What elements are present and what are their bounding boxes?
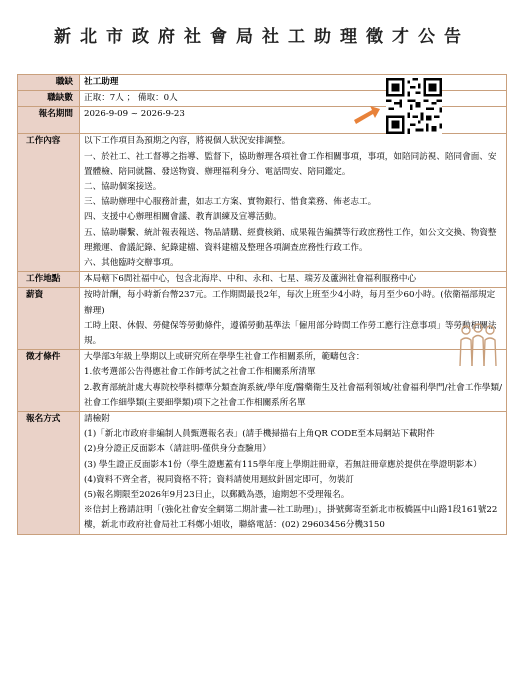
application-line: 請檢附 [84, 414, 110, 425]
label-period: 報名期間 [18, 107, 80, 134]
duty-item: 以下工作項目為預期之內容，將視個人狀況安排調整。 [84, 136, 291, 147]
application-line: (5)報名期限至2026年9月23日止，以郵戳為憑，逾期恕不受理報名。 [84, 490, 350, 501]
job-posting-table [17, 74, 507, 535]
label-location: 工作地點 [18, 272, 80, 288]
label-openings: 職缺數 [18, 91, 80, 107]
duty-item: 三、協助辦理中心服務計畫，如志工方案、實物銀行、惜食業務、佈老志工。 [84, 197, 377, 208]
label-salary: 薪資 [18, 288, 80, 350]
qr-code-icon[interactable] [386, 78, 442, 134]
application-line: (2)身分證正反面影本（請註明-僅供身分查驗用） [84, 444, 271, 455]
duties-list [80, 134, 507, 272]
value-period: 2026-9-09 ~ 2026-9-23 [84, 109, 185, 120]
qualification-line: 大學部3年級上學期以上或研究所在學學生社會工作相關系所，範疇包含： [84, 352, 365, 363]
arrow-icon [352, 104, 382, 126]
value-openings: 正取：7人 ； 備取：0人 [84, 93, 178, 104]
application-line: (4)資料不齊全者，視同資格不符；資料請使用迴紋針固定即可，勿裝訂 [84, 474, 354, 485]
duty-item: 二、協助個案接送。 [84, 182, 162, 193]
duty-item: 四、支援中心辦理相關會議、教育訓練及宣導活動。 [84, 212, 282, 223]
duty-item: 六、其他臨時交辦事項。 [84, 258, 179, 269]
qualification-line: 2.教育部統計處大專院校學科標準分類查詢系統/學年度/醫藥衛生及社會福利領域/社會福利學門/社會工作學類/社會工作細學類(主要細學類)項下之社會工作相關系所名單 [84, 382, 502, 408]
people-illustration-icon [456, 322, 500, 370]
duty-item: 五、協助聯繫、統計報表報送、物品請購、經費核銷、成果報告編撰等行政庶務性工作，如公文交換、物資整理搬運、會議記錄、紀錄建檔、資料建檔及整理各項調查庶務性行政工作。 [84, 227, 497, 253]
label-qualifications: 徵才條件 [18, 350, 80, 412]
salary-line: 工時上限、休假、勞健保等勞動條件，遵循勞動基準法「僱用部分時間工作勞工應行注意事項」等勞動相關法規。 [84, 320, 497, 347]
duty-item: 一、於社工、社工督導之指導、監督下，協助辦理各項社會工作相關事項，事項，如陪同訪視、陪同會面、安置體檢、陪同就醫、發送物資、辦理福利身分、電話問安、陪同鑑定。 [84, 151, 497, 177]
label-position: 職缺 [18, 75, 80, 91]
application-line: (1)「新北市政府非編制人員甄選報名表」(請手機掃描右上角QR CODE至本局網站下載附件 [84, 429, 435, 440]
value-location: 本局轄下6間社福中心，包含北海岸、中和、永和、七星、瑞芳及蘆洲社會福利服務中心 [84, 274, 417, 285]
salary-line: 按時計酬，每小時新台幣237元。工作期間最長2年，每次上班至少4小時，每月至少60小時。(依衛福部規定辦理) [84, 290, 496, 316]
label-application: 報名方式 [18, 412, 80, 535]
label-duties: 工作內容 [18, 134, 80, 272]
value-position: 社工助理 [84, 77, 119, 87]
application-line: ※信封上務請註明「(強化社會安全網第二期計畫—社工助理)」，掛號郵寄至新北市板橋區中山路1段161號22樓，新北市政府社會局社工科鄭小姐收，聯絡電話：(02) 29603456分機3150 [84, 505, 498, 531]
qualification-line: 1.依考選部公告得應社會工作師考試之社會工作相關系所清單 [84, 367, 316, 378]
application-line: (3) 學生證正反面影本1份（學生證應蓋有115學年度上學期註冊章，若無註冊章應於提供在學證明影本） [84, 459, 482, 470]
page-title: 新北市政府社會局社工助理徵才公告 [54, 27, 470, 47]
